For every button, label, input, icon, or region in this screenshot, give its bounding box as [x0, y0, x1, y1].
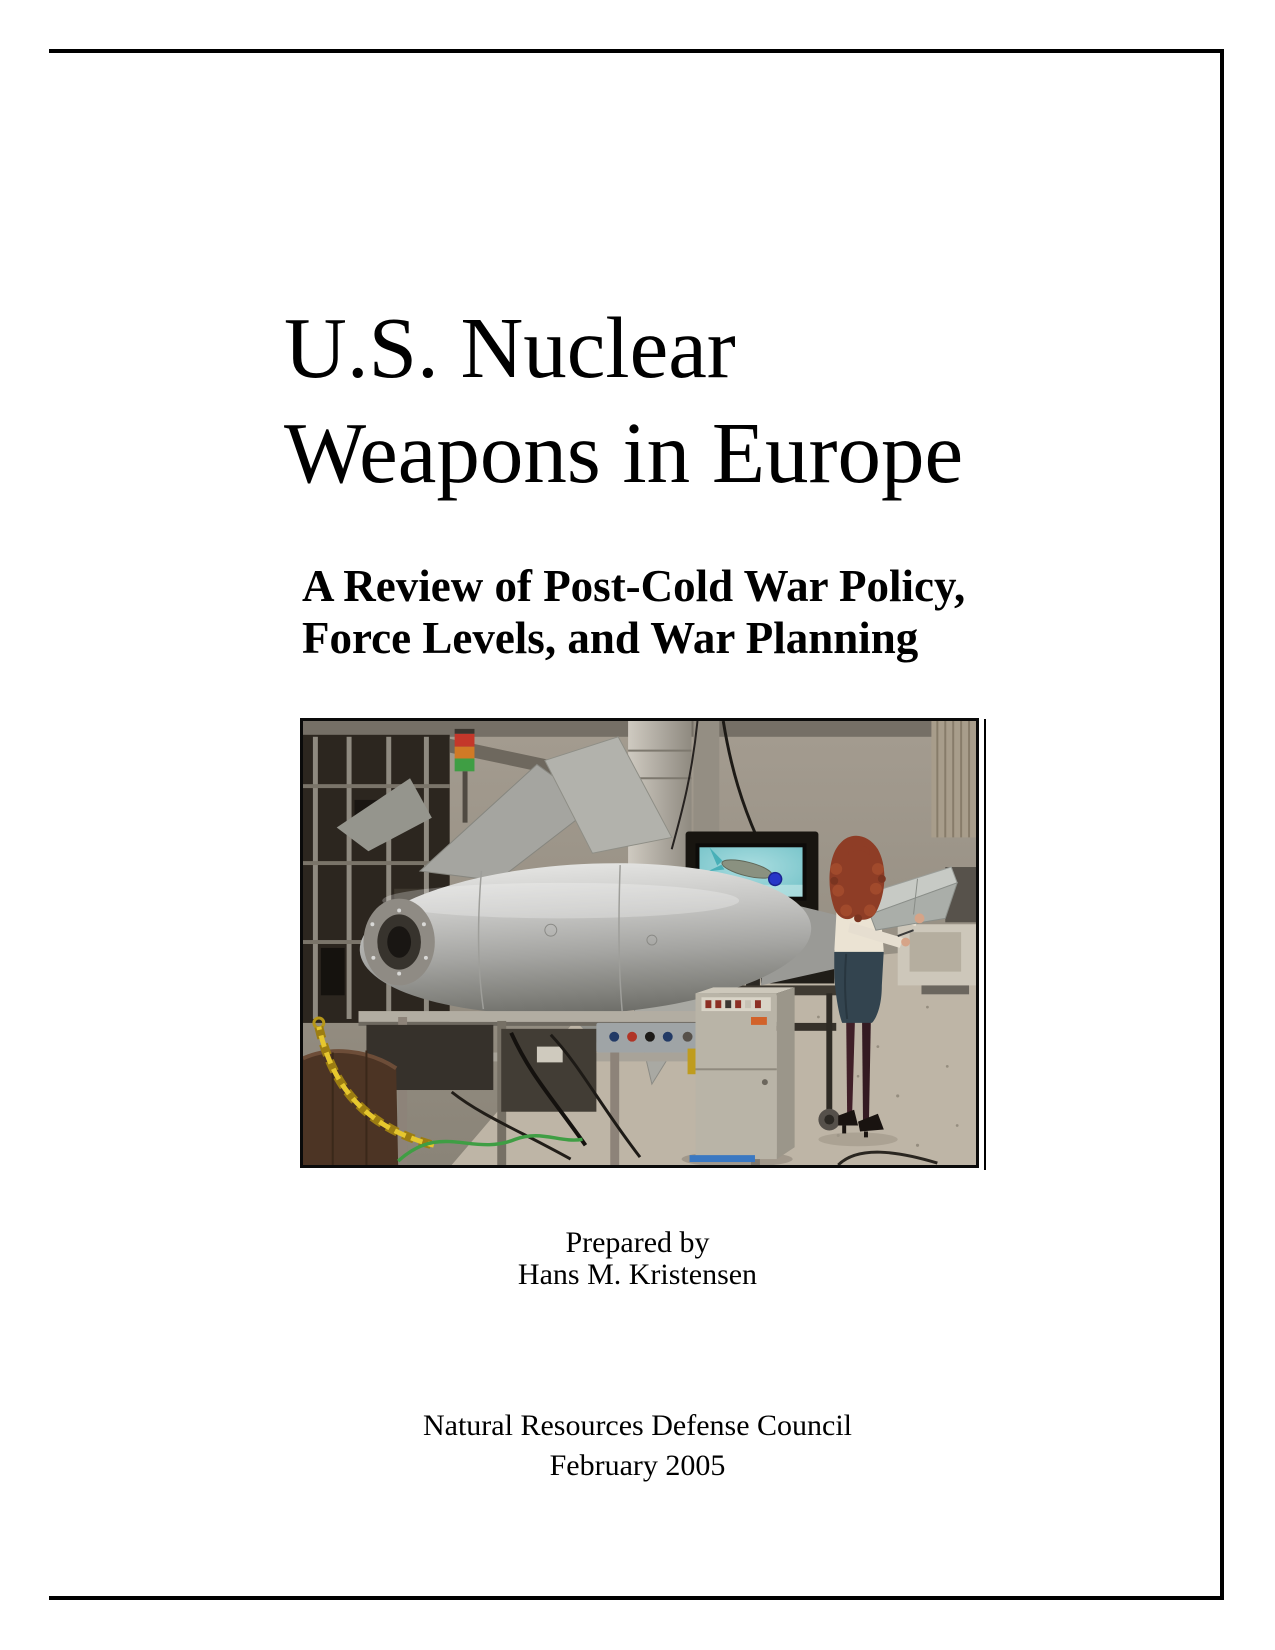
blue-cable [690, 1155, 755, 1162]
curly-red-hair [830, 836, 886, 923]
organization-name: Natural Resources Defense Council [422, 1409, 853, 1442]
report-title [284, 295, 963, 505]
subtitle-line-1: A Review of Post-Cold War Policy, [302, 561, 966, 611]
page-border-right [1220, 49, 1224, 1600]
button-panel [596, 1023, 707, 1053]
skirt [834, 950, 884, 1023]
author-name: Hans M. Kristensen [517, 1258, 758, 1291]
control-cabinet [682, 987, 795, 1165]
foreground-barrel [303, 1051, 398, 1165]
page-border-top [49, 49, 1224, 53]
cover-photo [300, 718, 979, 1168]
title-line-2: Weapons in Europe [284, 404, 964, 501]
cover-photo-illustration [303, 721, 976, 1165]
byline [0, 1227, 1275, 1291]
prepared-by-label: Prepared by [565, 1226, 710, 1259]
photo-scan-shadow-line [984, 719, 986, 1170]
publication-date: February 2005 [549, 1449, 726, 1482]
page-border-bottom [49, 1596, 1224, 1600]
report-subtitle [302, 560, 965, 664]
imprint [0, 1406, 1275, 1486]
subtitle-line-2: Force Levels, and War Planning [302, 613, 919, 663]
title-line-1: U.S. Nuclear [284, 299, 736, 396]
